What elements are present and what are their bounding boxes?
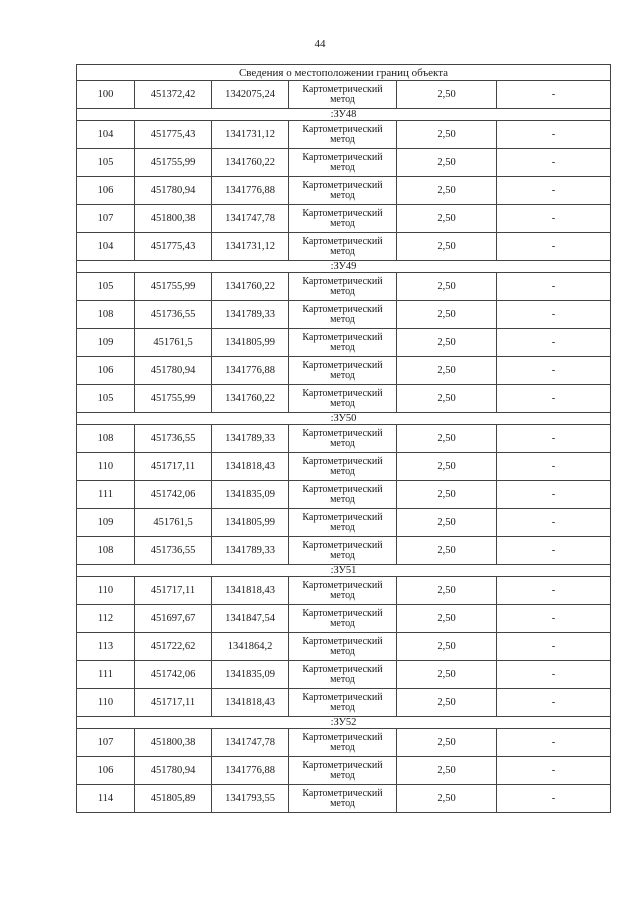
- point-number-cell: 104: [77, 121, 135, 149]
- accuracy-cell: 2,50: [397, 205, 497, 233]
- accuracy-cell: 2,50: [397, 453, 497, 481]
- table-row: [77, 177, 611, 205]
- method-line-1: Картометрический: [302, 511, 383, 523]
- coord-x-cell: 451800,38: [135, 205, 212, 233]
- coord-x-cell: 451736,55: [135, 301, 212, 329]
- table-row: [77, 481, 611, 509]
- accuracy-cell: 2,50: [397, 121, 497, 149]
- coord-y-cell: 1341835,09: [212, 481, 289, 509]
- method-line-2: метод: [330, 133, 355, 145]
- section-row: [77, 413, 611, 425]
- method-cell: [289, 121, 397, 149]
- accuracy-cell: 2,50: [397, 81, 497, 109]
- method-line-1: Картометрический: [302, 579, 383, 591]
- description-cell: -: [497, 633, 611, 661]
- accuracy-cell: 2,50: [397, 729, 497, 757]
- method-cell: [289, 537, 397, 565]
- accuracy-cell: 2,50: [397, 385, 497, 413]
- boundary-table: [76, 64, 611, 813]
- coord-x-cell: 451761,5: [135, 329, 212, 357]
- method-cell: [289, 149, 397, 177]
- coord-x-cell: 451736,55: [135, 537, 212, 565]
- accuracy-cell: 2,50: [397, 149, 497, 177]
- method-line-2: метод: [330, 161, 355, 173]
- coord-y-cell: 1341747,78: [212, 729, 289, 757]
- method-line-1: Картометрический: [302, 207, 383, 219]
- coord-y-cell: 1341776,88: [212, 757, 289, 785]
- method-cell: [289, 757, 397, 785]
- point-number-cell: 100: [77, 81, 135, 109]
- method-line-1: Картометрический: [302, 427, 383, 439]
- coord-y-cell: 1341847,54: [212, 605, 289, 633]
- coord-y-cell: 1341731,12: [212, 233, 289, 261]
- coord-y-cell: 1341776,88: [212, 357, 289, 385]
- coord-x-cell: 451717,11: [135, 689, 212, 717]
- method-cell: [289, 301, 397, 329]
- coord-x-cell: 451800,38: [135, 729, 212, 757]
- description-cell: -: [497, 357, 611, 385]
- accuracy-cell: 2,50: [397, 425, 497, 453]
- accuracy-cell: 2,50: [397, 537, 497, 565]
- point-number-cell: 111: [77, 481, 135, 509]
- section-label: :ЗУ50: [77, 413, 611, 425]
- section-label: :ЗУ49: [77, 261, 611, 273]
- method-line-2: метод: [330, 521, 355, 533]
- method-line-1: Картометрический: [302, 179, 383, 191]
- table-header-row: [77, 65, 611, 81]
- point-number-cell: 104: [77, 233, 135, 261]
- method-cell: [289, 689, 397, 717]
- table-row: [77, 301, 611, 329]
- point-number-cell: 108: [77, 301, 135, 329]
- method-cell: [289, 177, 397, 205]
- point-number-cell: 109: [77, 509, 135, 537]
- table-row: [77, 757, 611, 785]
- accuracy-cell: 2,50: [397, 273, 497, 301]
- method-line-1: Картометрический: [302, 759, 383, 771]
- method-cell: [289, 357, 397, 385]
- coord-x-cell: 451372,42: [135, 81, 212, 109]
- method-line-1: Картометрический: [302, 359, 383, 371]
- coord-x-cell: 451722,62: [135, 633, 212, 661]
- method-line-2: метод: [330, 673, 355, 685]
- method-line-1: Картометрический: [302, 787, 383, 799]
- point-number-cell: 106: [77, 757, 135, 785]
- description-cell: -: [497, 149, 611, 177]
- method-line-2: метод: [330, 369, 355, 381]
- table-row: [77, 689, 611, 717]
- coord-y-cell: 1341747,78: [212, 205, 289, 233]
- accuracy-cell: 2,50: [397, 233, 497, 261]
- coord-x-cell: 451780,94: [135, 357, 212, 385]
- table-row: [77, 121, 611, 149]
- method-line-1: Картометрический: [302, 455, 383, 467]
- section-row: [77, 261, 611, 273]
- method-cell: [289, 205, 397, 233]
- table-row: [77, 661, 611, 689]
- method-line-2: метод: [330, 437, 355, 449]
- table-header: Сведения о местоположении границ объекта: [77, 65, 611, 81]
- table-row: [77, 509, 611, 537]
- coord-y-cell: 1341818,43: [212, 453, 289, 481]
- description-cell: -: [497, 385, 611, 413]
- coord-y-cell: 1341760,22: [212, 149, 289, 177]
- table-row: [77, 425, 611, 453]
- accuracy-cell: 2,50: [397, 661, 497, 689]
- point-number-cell: 110: [77, 453, 135, 481]
- method-line-2: метод: [330, 493, 355, 505]
- method-line-2: метод: [330, 397, 355, 409]
- method-cell: [289, 453, 397, 481]
- section-label: :ЗУ52: [77, 717, 611, 729]
- table-row: [77, 633, 611, 661]
- coord-x-cell: 451761,5: [135, 509, 212, 537]
- method-cell: [289, 233, 397, 261]
- accuracy-cell: 2,50: [397, 577, 497, 605]
- method-line-1: Картометрический: [302, 607, 383, 619]
- table-row: [77, 453, 611, 481]
- point-number-cell: 111: [77, 661, 135, 689]
- method-cell: [289, 729, 397, 757]
- point-number-cell: 109: [77, 329, 135, 357]
- description-cell: -: [497, 509, 611, 537]
- accuracy-cell: 2,50: [397, 757, 497, 785]
- method-cell: [289, 605, 397, 633]
- method-cell: [289, 785, 397, 813]
- method-line-1: Картометрический: [302, 275, 383, 287]
- accuracy-cell: 2,50: [397, 633, 497, 661]
- coord-y-cell: 1341793,55: [212, 785, 289, 813]
- table-row: [77, 605, 611, 633]
- coord-y-cell: 1341760,22: [212, 273, 289, 301]
- table-row: [77, 785, 611, 813]
- table-row: [77, 233, 611, 261]
- description-cell: -: [497, 425, 611, 453]
- coord-y-cell: 1341789,33: [212, 537, 289, 565]
- method-cell: [289, 329, 397, 357]
- table-row: [77, 577, 611, 605]
- coord-y-cell: 1341805,99: [212, 509, 289, 537]
- method-line-1: Картометрический: [302, 691, 383, 703]
- description-cell: -: [497, 301, 611, 329]
- method-cell: [289, 661, 397, 689]
- method-cell: [289, 273, 397, 301]
- coord-y-cell: 1341818,43: [212, 689, 289, 717]
- description-cell: -: [497, 481, 611, 509]
- method-line-2: метод: [330, 245, 355, 257]
- method-line-2: метод: [330, 617, 355, 629]
- accuracy-cell: 2,50: [397, 301, 497, 329]
- method-line-1: Картометрический: [302, 123, 383, 135]
- coord-y-cell: 1341789,33: [212, 425, 289, 453]
- coord-y-cell: 1342075,24: [212, 81, 289, 109]
- accuracy-cell: 2,50: [397, 329, 497, 357]
- method-line-2: метод: [330, 285, 355, 297]
- method-line-1: Картометрический: [302, 235, 383, 247]
- coord-y-cell: 1341789,33: [212, 301, 289, 329]
- coord-x-cell: 451775,43: [135, 121, 212, 149]
- method-line-1: Картометрический: [302, 663, 383, 675]
- method-line-2: метод: [330, 589, 355, 601]
- point-number-cell: 107: [77, 205, 135, 233]
- page-number: 44: [314, 38, 326, 50]
- method-line-1: Картометрический: [302, 387, 383, 399]
- coord-y-cell: 1341760,22: [212, 385, 289, 413]
- table-row: [77, 205, 611, 233]
- description-cell: -: [497, 273, 611, 301]
- point-number-cell: 114: [77, 785, 135, 813]
- description-cell: -: [497, 785, 611, 813]
- method-cell: [289, 81, 397, 109]
- description-cell: -: [497, 121, 611, 149]
- coord-y-cell: 1341731,12: [212, 121, 289, 149]
- method-line-2: метод: [330, 701, 355, 713]
- description-cell: -: [497, 81, 611, 109]
- method-cell: [289, 425, 397, 453]
- point-number-cell: 107: [77, 729, 135, 757]
- coord-x-cell: 451755,99: [135, 149, 212, 177]
- method-line-2: метод: [330, 93, 355, 105]
- accuracy-cell: 2,50: [397, 357, 497, 385]
- method-cell: [289, 509, 397, 537]
- table-row: [77, 385, 611, 413]
- method-line-1: Картометрический: [302, 303, 383, 315]
- description-cell: -: [497, 605, 611, 633]
- section-row: [77, 717, 611, 729]
- method-line-2: метод: [330, 769, 355, 781]
- accuracy-cell: 2,50: [397, 689, 497, 717]
- description-cell: -: [497, 689, 611, 717]
- table-row: [77, 273, 611, 301]
- description-cell: -: [497, 757, 611, 785]
- coord-y-cell: 1341864,2: [212, 633, 289, 661]
- description-cell: -: [497, 537, 611, 565]
- description-cell: -: [497, 661, 611, 689]
- description-cell: -: [497, 729, 611, 757]
- point-number-cell: 105: [77, 385, 135, 413]
- point-number-cell: 106: [77, 177, 135, 205]
- description-cell: -: [497, 205, 611, 233]
- accuracy-cell: 2,50: [397, 605, 497, 633]
- accuracy-cell: 2,50: [397, 481, 497, 509]
- method-line-2: метод: [330, 797, 355, 809]
- point-number-cell: 112: [77, 605, 135, 633]
- point-number-cell: 113: [77, 633, 135, 661]
- method-line-2: метод: [330, 645, 355, 657]
- coord-x-cell: 451697,67: [135, 605, 212, 633]
- coord-x-cell: 451736,55: [135, 425, 212, 453]
- method-line-2: метод: [330, 189, 355, 201]
- method-line-2: метод: [330, 313, 355, 325]
- method-line-1: Картометрический: [302, 483, 383, 495]
- coord-x-cell: 451717,11: [135, 577, 212, 605]
- section-label: :ЗУ48: [77, 109, 611, 121]
- method-line-1: Картометрический: [302, 83, 383, 95]
- accuracy-cell: 2,50: [397, 785, 497, 813]
- point-number-cell: 105: [77, 149, 135, 177]
- method-line-1: Картометрический: [302, 539, 383, 551]
- coord-y-cell: 1341835,09: [212, 661, 289, 689]
- coord-x-cell: 451780,94: [135, 757, 212, 785]
- point-number-cell: 106: [77, 357, 135, 385]
- method-line-2: метод: [330, 341, 355, 353]
- table-row: [77, 149, 611, 177]
- table-row: [77, 81, 611, 109]
- coord-x-cell: 451742,06: [135, 481, 212, 509]
- coord-x-cell: 451717,11: [135, 453, 212, 481]
- point-number-cell: 110: [77, 689, 135, 717]
- table-row: [77, 729, 611, 757]
- method-cell: [289, 385, 397, 413]
- method-cell: [289, 633, 397, 661]
- method-line-1: Картометрический: [302, 331, 383, 343]
- coord-x-cell: 451780,94: [135, 177, 212, 205]
- method-line-2: метод: [330, 741, 355, 753]
- accuracy-cell: 2,50: [397, 177, 497, 205]
- point-number-cell: 110: [77, 577, 135, 605]
- method-line-2: метод: [330, 465, 355, 477]
- method-line-2: метод: [330, 217, 355, 229]
- description-cell: -: [497, 577, 611, 605]
- method-cell: [289, 577, 397, 605]
- point-number-cell: 108: [77, 425, 135, 453]
- coord-x-cell: 451755,99: [135, 385, 212, 413]
- description-cell: -: [497, 453, 611, 481]
- method-line-2: метод: [330, 549, 355, 561]
- coord-y-cell: 1341776,88: [212, 177, 289, 205]
- table-row: [77, 357, 611, 385]
- table-row: [77, 537, 611, 565]
- table-row: [77, 329, 611, 357]
- coord-x-cell: 451755,99: [135, 273, 212, 301]
- method-line-1: Картометрический: [302, 151, 383, 163]
- section-row: [77, 109, 611, 121]
- coord-x-cell: 451805,89: [135, 785, 212, 813]
- coord-x-cell: 451775,43: [135, 233, 212, 261]
- point-number-cell: 108: [77, 537, 135, 565]
- description-cell: -: [497, 233, 611, 261]
- description-cell: -: [497, 329, 611, 357]
- section-label: :ЗУ51: [77, 565, 611, 577]
- coord-y-cell: 1341818,43: [212, 577, 289, 605]
- method-cell: [289, 481, 397, 509]
- method-line-1: Картометрический: [302, 635, 383, 647]
- description-cell: -: [497, 177, 611, 205]
- accuracy-cell: 2,50: [397, 509, 497, 537]
- method-line-1: Картометрический: [302, 731, 383, 743]
- section-row: [77, 565, 611, 577]
- point-number-cell: 105: [77, 273, 135, 301]
- coord-x-cell: 451742,06: [135, 661, 212, 689]
- coord-y-cell: 1341805,99: [212, 329, 289, 357]
